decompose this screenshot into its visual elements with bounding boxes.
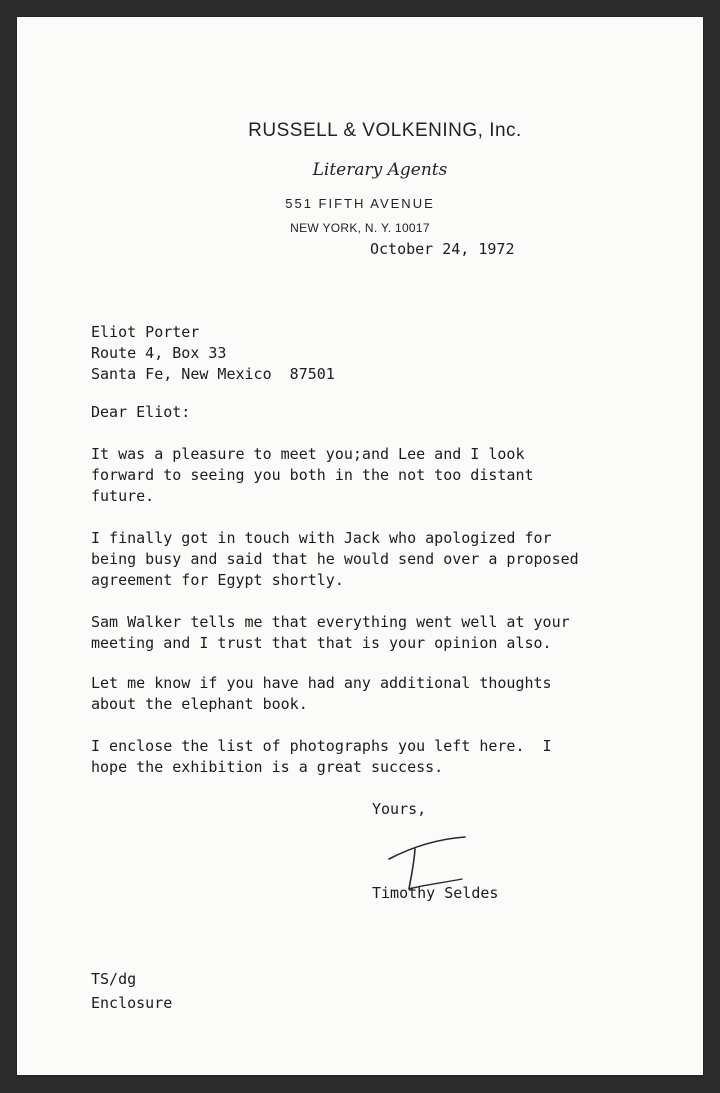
signer-name: Timothy Seldes bbox=[372, 884, 499, 902]
body-paragraph: It was a pleasure to meet you;and Lee and I look forward to seeing you both in the not too distant future. bbox=[91, 445, 534, 505]
enclosure-note: Enclosure bbox=[91, 994, 173, 1012]
salutation: Dear Eliot: bbox=[91, 403, 191, 421]
letter-date: October 24, 1972 bbox=[370, 240, 515, 258]
letterhead-city: NEW YORK, N. Y. 10017 bbox=[290, 221, 430, 235]
body-paragraph: Let me know if you have had any additional thoughts about the elephant book. bbox=[91, 674, 552, 713]
typist-initials: TS/dg bbox=[91, 970, 137, 988]
handwritten-signature bbox=[367, 819, 477, 891]
recipient-address bbox=[91, 322, 335, 385]
closing: Yours, bbox=[372, 800, 427, 818]
recipient-name: Eliot Porter bbox=[91, 323, 200, 341]
recipient-street: Route 4, Box 33 bbox=[91, 344, 227, 362]
letterhead-tagline: Literary Agents bbox=[312, 160, 448, 180]
body-paragraph: I finally got in touch with Jack who apologized for being busy and said that he would send over a proposed agreement for Egypt shortly. bbox=[91, 529, 579, 589]
body-paragraph: Sam Walker tells me that everything went well at your meeting and I trust that that is your opinion also. bbox=[91, 613, 570, 652]
letterhead-address: 551 FIFTH AVENUE bbox=[285, 196, 435, 211]
recipient-city: Santa Fe, New Mexico 87501 bbox=[91, 365, 335, 383]
letter-page bbox=[17, 17, 703, 1075]
body-paragraph: I enclose the list of photographs you left here. I hope the exhibition is a great success. bbox=[91, 737, 552, 776]
letterhead-firm-name: RUSSELL & VOLKENING, Inc. bbox=[248, 120, 522, 141]
